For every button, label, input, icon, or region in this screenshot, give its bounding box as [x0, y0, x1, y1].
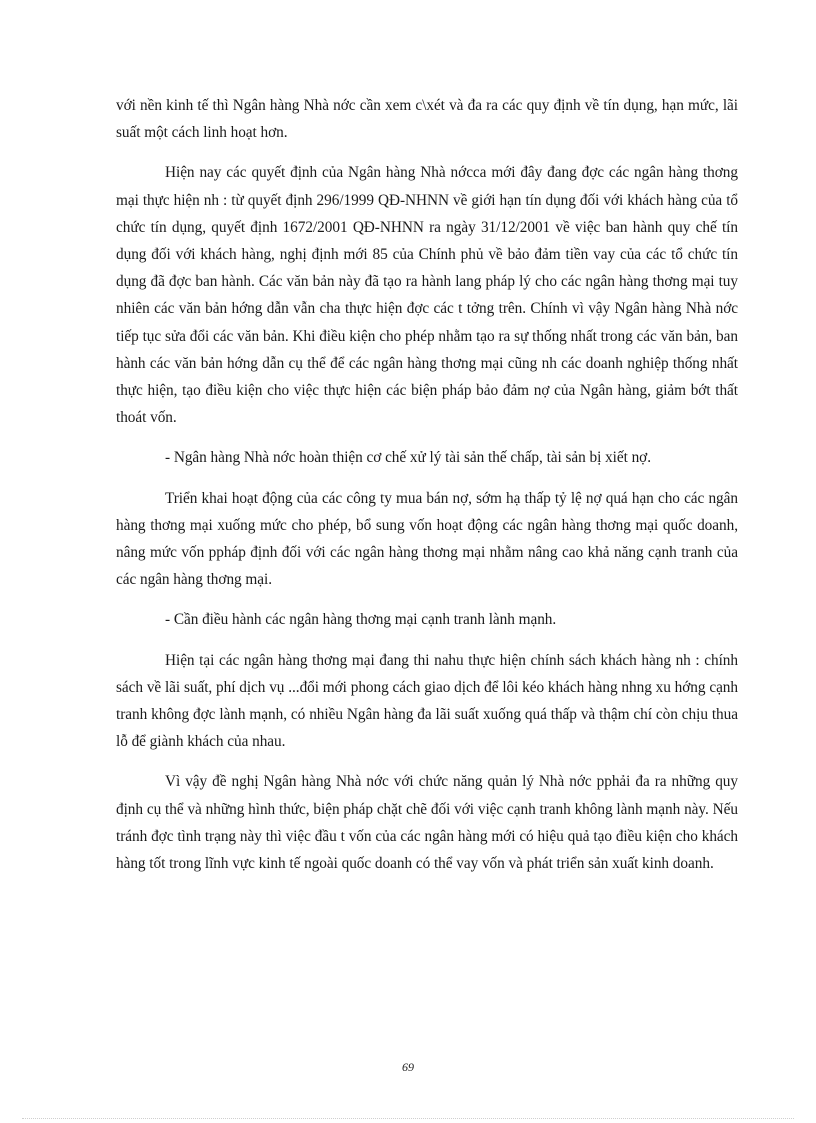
- paragraph-1: với nền kinh tế thì Ngân hàng Nhà nớc cần xem c\xét và đa ra các quy định về tín dụng, hạn mức, lãi suất một cách linh hoạt hơn.: [116, 97, 738, 142]
- paragraph-5: - Cần điều hành các ngân hàng thơng mại cạnh tranh lành mạnh.: [165, 611, 557, 629]
- page-number: 69: [402, 1060, 414, 1074]
- paragraph-2: Hiện nay các quyết định của Ngân hàng Nhà nớcca mới đây đang đợc các ngân hàng thơng mại thực hiện nh : từ quyết định 296/1999 QĐ-NHNN về giới hạn tín dụng đối với khách hàng của tổ chức tín dụng, quyết định 1672/2001 QĐ-NHNN ra ngày 31/12/2001 về việc ban hành quy chế tín dụng đối với khách hàng, nghị định mới 85 của Chính phủ về bảo đảm tiền vay của các tổ chức tín dụng đã đợc ban hành. Các văn bản này đã tạo ra hành lang pháp lý cho các ngân hàng thơng mại tuy nhiên các văn bản hớng dẫn vẫn cha thực hiện đợc các t tởng trên. Chính vì vậy Ngân hàng Nhà nớc tiếp tục sửa đổi các văn bản. Khi điều kiện cho phép nhằm tạo ra sự thống nhất trong các văn bản, ban hành các văn bản hớng dẫn cụ thể để các ngân hàng thơng mại cũng nh các doanh nghiệp thống nhất thực hiện, tạo điều kiện cho việc thực hiện các biện pháp bảo đảm nợ của Ngân hàng, giảm bớt thất thoát vốn.: [116, 164, 738, 427]
- page-bottom-divider: [22, 1118, 794, 1119]
- paragraph-4: Triển khai hoạt động của các công ty mua bán nợ, sớm hạ thấp tỷ lệ nợ quá hạn cho các ngân hàng thơng mại xuống mức cho phép, bổ sung vốn hoạt động các ngân hàng thơng mại quốc doanh, nâng mức vốn ppháp định đối với các ngân hàng thơng mại nhằm nâng cao khả năng cạnh tranh của các ngân hàng thơng mại.: [116, 489, 738, 589]
- paragraph-7: Vì vậy đề nghị Ngân hàng Nhà nớc với chức năng quản lý Nhà nớc pphải đa ra những quy định cụ thể và những hình thức, biện pháp chặt chẽ đối với việc cạnh tranh không lành mạnh này. Nếu tránh đợc tình trạng này thì việc đầu t vốn của các ngân hàng mới có hiệu quả tạo điều kiện cho khách hàng tốt trong lĩnh vực kinh tế ngoài quốc doanh có thể vay vốn và phát triển sản xuất kinh doanh.: [116, 773, 738, 873]
- page-content: [116, 92, 738, 890]
- paragraph-6: Hiện tại các ngân hàng thơng mại đang thi nahu thực hiện chính sách khách hàng nh : chính sách về lãi suất, phí dịch vụ ...đổi mới phong cách giao dịch để lôi kéo khách hàng nhng xu hớng cạnh tranh không đợc lành mạnh, có nhiều Ngân hàng đa lãi suất xuống quá thấp và thậm chí còn chịu thua lỗ để giành khách của nhau.: [116, 651, 738, 751]
- paragraph-3: - Ngân hàng Nhà nớc hoàn thiện cơ chế xử lý tài sản thế chấp, tài sản bị xiết nợ.: [165, 449, 651, 467]
